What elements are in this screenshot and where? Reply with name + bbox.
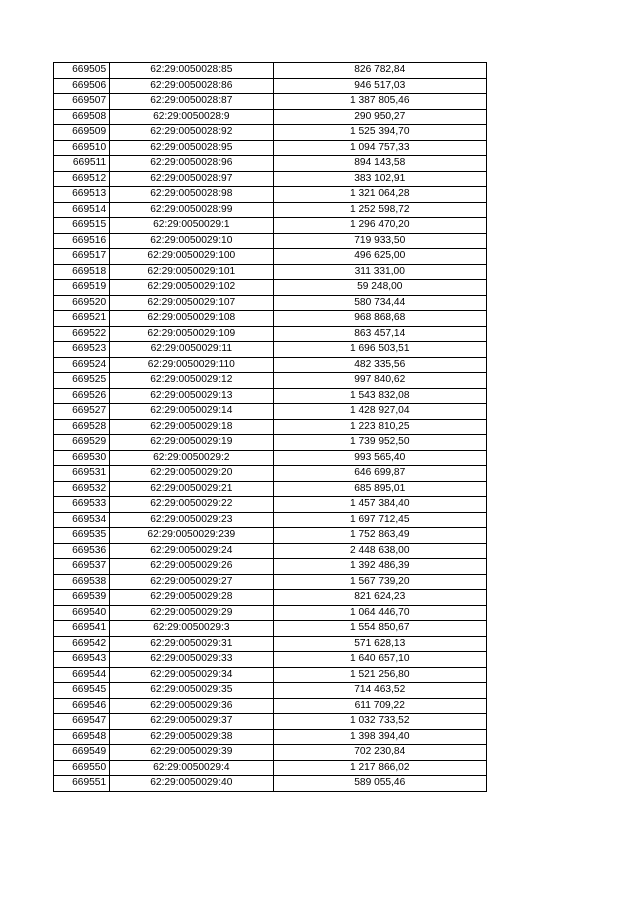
- row-number-cell: 669545: [54, 683, 110, 699]
- table-row: [54, 140, 487, 156]
- cadastral-number-cell: 62:29:0050029:12: [110, 373, 273, 389]
- cadastral-value-cell: 946 517,03: [273, 78, 487, 94]
- cadastral-number-cell: 62:29:0050029:101: [110, 264, 273, 280]
- cadastral-value-cell: 311 331,00: [273, 264, 487, 280]
- cadastral-value-cell: 1 567 739,20: [273, 574, 487, 590]
- table-row: [54, 698, 487, 714]
- cadastral-value-cell: 611 709,22: [273, 698, 487, 714]
- cadastral-value-cell: 1 217 866,02: [273, 760, 487, 776]
- table-row: [54, 233, 487, 249]
- table-row: [54, 760, 487, 776]
- cadastral-number-cell: 62:29:0050029:24: [110, 543, 273, 559]
- cadastral-number-cell: 62:29:0050029:4: [110, 760, 273, 776]
- row-number-cell: 669543: [54, 652, 110, 668]
- cadastral-value-cell: 589 055,46: [273, 776, 487, 792]
- row-number-cell: 669505: [54, 63, 110, 79]
- cadastral-value-cell: 1 094 757,33: [273, 140, 487, 156]
- cadastral-value-cell: 646 699,87: [273, 466, 487, 482]
- cadastral-value-cell: 1 697 712,45: [273, 512, 487, 528]
- cadastral-number-cell: 62:29:0050028:96: [110, 156, 273, 172]
- cadastral-value-cell: 2 448 638,00: [273, 543, 487, 559]
- table-row: [54, 295, 487, 311]
- cadastral-value-cell: 1 321 064,28: [273, 187, 487, 203]
- cadastral-value-cell: 1 252 598,72: [273, 202, 487, 218]
- row-number-cell: 669538: [54, 574, 110, 590]
- table-row: [54, 357, 487, 373]
- cadastral-number-cell: 62:29:0050029:11: [110, 342, 273, 358]
- cadastral-number-cell: 62:29:0050029:31: [110, 636, 273, 652]
- cadastral-number-cell: 62:29:0050029:28: [110, 590, 273, 606]
- table-row: [54, 652, 487, 668]
- row-number-cell: 669523: [54, 342, 110, 358]
- table-row: [54, 745, 487, 761]
- table-row: [54, 435, 487, 451]
- row-number-cell: 669531: [54, 466, 110, 482]
- row-number-cell: 669514: [54, 202, 110, 218]
- cadastral-value-cell: 1 640 657,10: [273, 652, 487, 668]
- row-number-cell: 669517: [54, 249, 110, 265]
- cadastral-value-cell: 863 457,14: [273, 326, 487, 342]
- table-row: [54, 559, 487, 575]
- row-number-cell: 669515: [54, 218, 110, 234]
- cadastral-value-cell: 1 457 384,40: [273, 497, 487, 513]
- cadastral-number-cell: 62:29:0050029:37: [110, 714, 273, 730]
- row-number-cell: 669516: [54, 233, 110, 249]
- table-row: [54, 109, 487, 125]
- cadastral-number-cell: 62:29:0050029:19: [110, 435, 273, 451]
- cadastral-number-cell: 62:29:0050028:87: [110, 94, 273, 110]
- table-row: [54, 776, 487, 792]
- table-row: [54, 264, 487, 280]
- cadastral-value-cell: 1 525 394,70: [273, 125, 487, 141]
- table-row: [54, 311, 487, 327]
- table-row: [54, 714, 487, 730]
- row-number-cell: 669540: [54, 605, 110, 621]
- row-number-cell: 669525: [54, 373, 110, 389]
- cadastral-value-cell: 496 625,00: [273, 249, 487, 265]
- row-number-cell: 669544: [54, 667, 110, 683]
- table-row: [54, 481, 487, 497]
- cadastral-value-cell: 571 628,13: [273, 636, 487, 652]
- cadastral-value-cell: 1 392 486,39: [273, 559, 487, 575]
- table-row: [54, 512, 487, 528]
- cadastral-number-cell: 62:29:0050028:85: [110, 63, 273, 79]
- cadastral-number-cell: 62:29:0050028:97: [110, 171, 273, 187]
- cadastral-number-cell: 62:29:0050029:100: [110, 249, 273, 265]
- cadastral-value-cell: 1 032 733,52: [273, 714, 487, 730]
- row-number-cell: 669542: [54, 636, 110, 652]
- table-row: [54, 78, 487, 94]
- cadastral-value-cell: 1 398 394,40: [273, 729, 487, 745]
- cadastral-number-cell: 62:29:0050029:14: [110, 404, 273, 420]
- cadastral-number-cell: 62:29:0050029:239: [110, 528, 273, 544]
- table-row: [54, 605, 487, 621]
- row-number-cell: 669539: [54, 590, 110, 606]
- table-row: [54, 249, 487, 265]
- row-number-cell: 669507: [54, 94, 110, 110]
- row-number-cell: 669547: [54, 714, 110, 730]
- cadastral-number-cell: 62:29:0050029:1: [110, 218, 273, 234]
- cadastral-number-cell: 62:29:0050029:21: [110, 481, 273, 497]
- table-row: [54, 326, 487, 342]
- cadastral-number-cell: 62:29:0050029:35: [110, 683, 273, 699]
- cadastral-value-cell: 719 933,50: [273, 233, 487, 249]
- row-number-cell: 669535: [54, 528, 110, 544]
- cadastral-number-cell: 62:29:0050029:36: [110, 698, 273, 714]
- cadastral-number-cell: 62:29:0050028:92: [110, 125, 273, 141]
- cadastral-value-cell: 821 624,23: [273, 590, 487, 606]
- table-row: [54, 621, 487, 637]
- cadastral-value-table: [53, 62, 487, 792]
- cadastral-number-cell: 62:29:0050029:26: [110, 559, 273, 575]
- row-number-cell: 669532: [54, 481, 110, 497]
- cadastral-number-cell: 62:29:0050029:23: [110, 512, 273, 528]
- cadastral-number-cell: 62:29:0050029:110: [110, 357, 273, 373]
- table-row: [54, 543, 487, 559]
- table-row: [54, 574, 487, 590]
- cadastral-number-cell: 62:29:0050029:33: [110, 652, 273, 668]
- cadastral-number-cell: 62:29:0050029:2: [110, 450, 273, 466]
- cadastral-value-cell: 1 554 850,67: [273, 621, 487, 637]
- row-number-cell: 669534: [54, 512, 110, 528]
- cadastral-number-cell: 62:29:0050029:18: [110, 419, 273, 435]
- table-row: [54, 388, 487, 404]
- table-row: [54, 125, 487, 141]
- cadastral-number-cell: 62:29:0050029:39: [110, 745, 273, 761]
- table-row: [54, 450, 487, 466]
- row-number-cell: 669509: [54, 125, 110, 141]
- row-number-cell: 669510: [54, 140, 110, 156]
- cadastral-value-cell: 826 782,84: [273, 63, 487, 79]
- table-row: [54, 683, 487, 699]
- cadastral-number-cell: 62:29:0050029:20: [110, 466, 273, 482]
- row-number-cell: 669520: [54, 295, 110, 311]
- table-row: [54, 156, 487, 172]
- cadastral-value-cell: 482 335,56: [273, 357, 487, 373]
- cadastral-number-cell: 62:29:0050029:3: [110, 621, 273, 637]
- table-row: [54, 497, 487, 513]
- row-number-cell: 669528: [54, 419, 110, 435]
- row-number-cell: 669508: [54, 109, 110, 125]
- table-row: [54, 404, 487, 420]
- cadastral-number-cell: 62:29:0050028:9: [110, 109, 273, 125]
- row-number-cell: 669529: [54, 435, 110, 451]
- table-row: [54, 94, 487, 110]
- row-number-cell: 669536: [54, 543, 110, 559]
- row-number-cell: 669526: [54, 388, 110, 404]
- cadastral-value-cell: 1 752 863,49: [273, 528, 487, 544]
- row-number-cell: 669506: [54, 78, 110, 94]
- cadastral-value-cell: 580 734,44: [273, 295, 487, 311]
- row-number-cell: 669550: [54, 760, 110, 776]
- table-row: [54, 729, 487, 745]
- row-number-cell: 669513: [54, 187, 110, 203]
- row-number-cell: 669548: [54, 729, 110, 745]
- cadastral-value-cell: 714 463,52: [273, 683, 487, 699]
- cadastral-number-cell: 62:29:0050029:27: [110, 574, 273, 590]
- row-number-cell: 669524: [54, 357, 110, 373]
- table-row: [54, 63, 487, 79]
- cadastral-number-cell: 62:29:0050029:107: [110, 295, 273, 311]
- table-row: [54, 466, 487, 482]
- cadastral-number-cell: 62:29:0050029:108: [110, 311, 273, 327]
- row-number-cell: 669512: [54, 171, 110, 187]
- table-row: [54, 590, 487, 606]
- cadastral-number-cell: 62:29:0050028:86: [110, 78, 273, 94]
- cadastral-number-cell: 62:29:0050028:99: [110, 202, 273, 218]
- cadastral-value-cell: 1 739 952,50: [273, 435, 487, 451]
- cadastral-value-cell: 1 387 805,46: [273, 94, 487, 110]
- cadastral-value-cell: 1 223 810,25: [273, 419, 487, 435]
- cadastral-number-cell: 62:29:0050029:40: [110, 776, 273, 792]
- table-row: [54, 667, 487, 683]
- table-row: [54, 280, 487, 296]
- row-number-cell: 669537: [54, 559, 110, 575]
- table-row: [54, 636, 487, 652]
- cadastral-number-cell: 62:29:0050029:34: [110, 667, 273, 683]
- row-number-cell: 669551: [54, 776, 110, 792]
- cadastral-value-cell: 894 143,58: [273, 156, 487, 172]
- row-number-cell: 669518: [54, 264, 110, 280]
- cadastral-value-cell: 997 840,62: [273, 373, 487, 389]
- table-row: [54, 419, 487, 435]
- row-number-cell: 669521: [54, 311, 110, 327]
- cadastral-value-cell: 685 895,01: [273, 481, 487, 497]
- cadastral-number-cell: 62:29:0050028:95: [110, 140, 273, 156]
- cadastral-number-cell: 62:29:0050028:98: [110, 187, 273, 203]
- cadastral-value-cell: 968 868,68: [273, 311, 487, 327]
- table-row: [54, 342, 487, 358]
- row-number-cell: 669522: [54, 326, 110, 342]
- cadastral-value-cell: 702 230,84: [273, 745, 487, 761]
- row-number-cell: 669519: [54, 280, 110, 296]
- cadastral-value-cell: 1 064 446,70: [273, 605, 487, 621]
- cadastral-number-cell: 62:29:0050029:10: [110, 233, 273, 249]
- table-row: [54, 171, 487, 187]
- cadastral-value-cell: 993 565,40: [273, 450, 487, 466]
- cadastral-value-cell: 1 696 503,51: [273, 342, 487, 358]
- table-row: [54, 373, 487, 389]
- row-number-cell: 669541: [54, 621, 110, 637]
- row-number-cell: 669530: [54, 450, 110, 466]
- cadastral-value-cell: 383 102,91: [273, 171, 487, 187]
- cadastral-number-cell: 62:29:0050029:29: [110, 605, 273, 621]
- cadastral-number-cell: 62:29:0050029:109: [110, 326, 273, 342]
- cadastral-value-cell: 1 521 256,80: [273, 667, 487, 683]
- cadastral-value-cell: 59 248,00: [273, 280, 487, 296]
- cadastral-number-cell: 62:29:0050029:22: [110, 497, 273, 513]
- table-row: [54, 187, 487, 203]
- row-number-cell: 669527: [54, 404, 110, 420]
- row-number-cell: 669511: [54, 156, 110, 172]
- row-number-cell: 669549: [54, 745, 110, 761]
- table-row: [54, 202, 487, 218]
- table-row: [54, 528, 487, 544]
- cadastral-value-cell: 1 428 927,04: [273, 404, 487, 420]
- cadastral-value-cell: 1 296 470,20: [273, 218, 487, 234]
- cadastral-number-cell: 62:29:0050029:13: [110, 388, 273, 404]
- cadastral-value-cell: 1 543 832,08: [273, 388, 487, 404]
- table-row: [54, 218, 487, 234]
- row-number-cell: 669546: [54, 698, 110, 714]
- row-number-cell: 669533: [54, 497, 110, 513]
- cadastral-value-cell: 290 950,27: [273, 109, 487, 125]
- cadastral-number-cell: 62:29:0050029:38: [110, 729, 273, 745]
- cadastral-number-cell: 62:29:0050029:102: [110, 280, 273, 296]
- table-body: [54, 63, 487, 792]
